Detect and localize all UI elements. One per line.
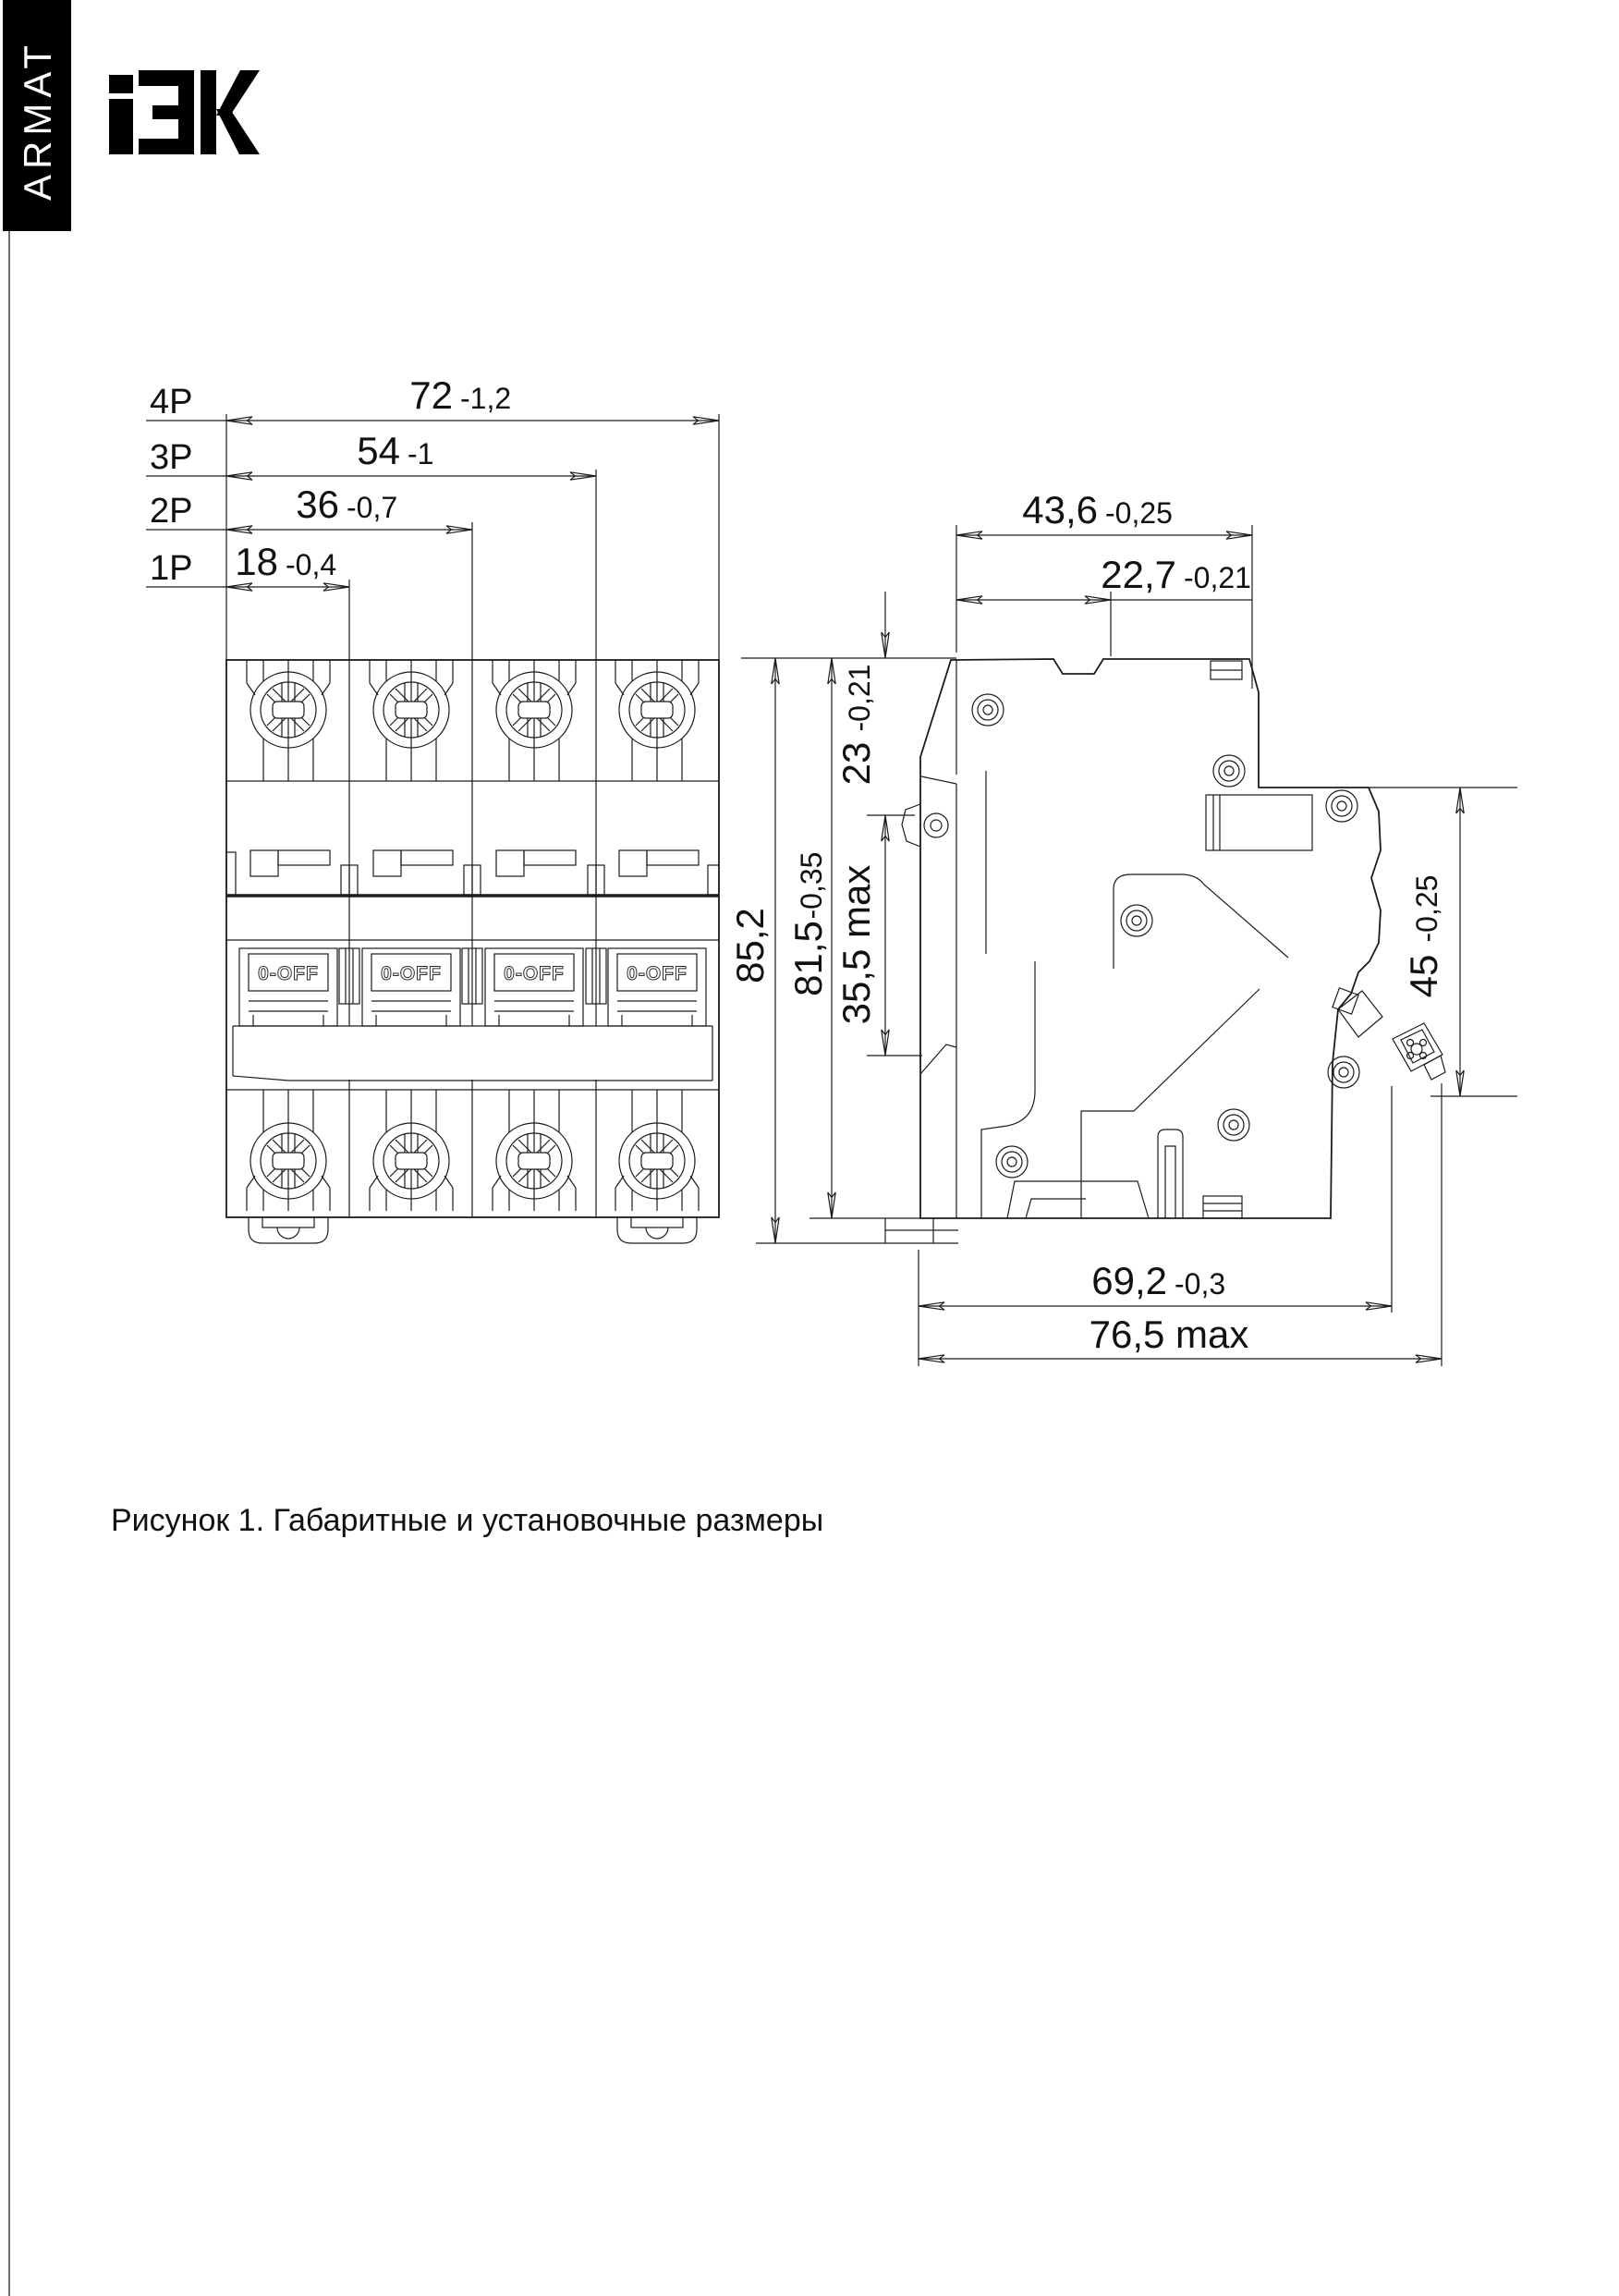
dim-height-body-value: 81,5 (786, 921, 830, 996)
terminal-screw-side (1338, 991, 1445, 1080)
dim-width-value: 43,6 (1022, 488, 1098, 531)
dim-2p-label: 2P (150, 492, 193, 531)
front-view-drawing (146, 373, 719, 1243)
dim-terminal-value: 22,7 (1101, 553, 1176, 596)
lever-label-2: 0-OFF (381, 963, 442, 984)
dim-2p-tol: -0,7 (347, 491, 398, 524)
dim-depth-body-tol: -0,3 (1175, 1267, 1226, 1301)
dim-depth-body-value: 69,2 (1091, 1259, 1167, 1302)
front-view-dimensions (146, 373, 719, 588)
dim-terminal-tol: -0,21 (1184, 561, 1251, 594)
dim-1p-tol: -0,4 (286, 548, 337, 581)
dim-1p-label: 1P (150, 549, 193, 588)
dim-depth-total: 76,5 max (1089, 1313, 1249, 1356)
dim-toggle-value: 23 (834, 741, 878, 786)
lever-label-4: 0-OFF (627, 963, 688, 984)
dim-4p-value: 72 (409, 373, 453, 417)
dim-height-total: 85,2 (728, 908, 772, 983)
dim-2p-value: 36 (296, 482, 339, 526)
dim-width-tol: -0,25 (1105, 496, 1173, 530)
din-latch-side (885, 1218, 958, 1243)
figure-caption: Рисунок 1. Габаритные и установочные размеры (111, 1503, 824, 1538)
dim-3p-value: 54 (357, 429, 400, 472)
toggle-side (902, 804, 948, 847)
dim-3p-label: 3P (150, 438, 193, 477)
lever-label-3: 0-OFF (504, 963, 565, 984)
lever-label-1: 0-OFF (258, 963, 319, 984)
dim-1p-value: 18 (235, 540, 278, 583)
dim-height-body-tol: -0,35 (795, 851, 828, 920)
dim-4p-label: 4P (150, 383, 193, 421)
din-latch-tabs (249, 1217, 697, 1243)
dim-4p-tol: -1,2 (460, 382, 512, 415)
dim-din-tol: -0,25 (1410, 874, 1443, 943)
side-view-drawing (728, 488, 1517, 1366)
armat-label: ARMAT (16, 40, 59, 201)
dim-front-depth: 35,5 max (834, 864, 878, 1025)
dim-din-value: 45 (1402, 954, 1445, 998)
dim-3p-tol: -1 (408, 437, 434, 470)
dim-toggle-tol: -0,21 (843, 664, 876, 732)
